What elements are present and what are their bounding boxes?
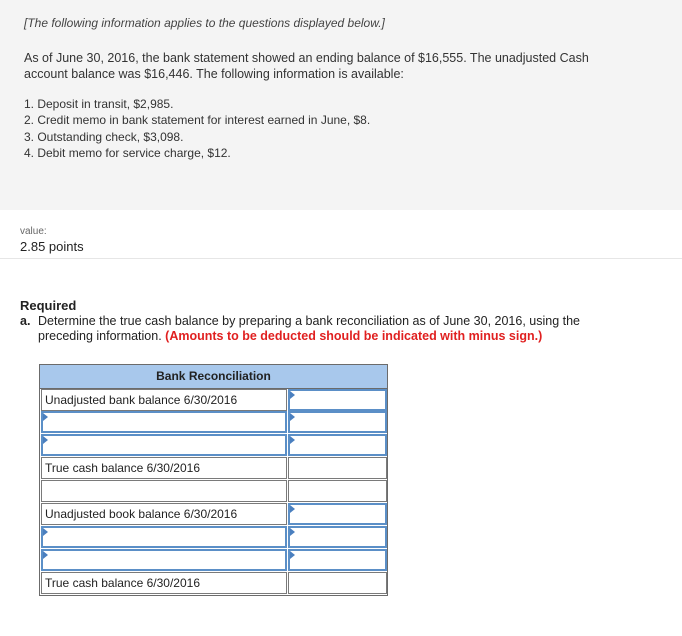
row-label: Unadjusted bank balance 6/30/2016 (41, 389, 287, 411)
list-item: 1. Deposit in transit, $2,985. (24, 97, 174, 111)
dropdown-marker-icon (290, 528, 295, 536)
table-row (40, 480, 387, 502)
list-item: 2. Credit memo in bank statement for interest earned in June, $8. (24, 113, 371, 128)
amount-input[interactable] (288, 434, 387, 456)
table-row (40, 503, 387, 525)
dropdown-marker-icon (290, 505, 295, 513)
dropdown-marker-icon (290, 551, 295, 559)
value-points: 2.85 points (20, 239, 84, 254)
row-label (41, 480, 287, 502)
required-title: Required (20, 298, 77, 313)
divider (0, 258, 682, 259)
info-list (24, 96, 370, 161)
required-letter: a. (20, 314, 31, 328)
amount-total[interactable] (288, 572, 387, 594)
amount-input[interactable] (288, 549, 387, 571)
amount-input[interactable] (288, 389, 387, 411)
amount-total[interactable] (288, 457, 387, 479)
required-note: (Amounts to be deducted should be indicated with minus sign.) (165, 329, 543, 343)
adjustment-select[interactable] (41, 526, 287, 548)
bank-reconciliation-table (39, 364, 388, 596)
table-row (40, 411, 387, 433)
amount-input[interactable] (288, 411, 387, 433)
dropdown-marker-icon (43, 413, 48, 421)
table-row (40, 526, 387, 548)
dropdown-marker-icon (290, 391, 295, 399)
amount-input[interactable] (288, 503, 387, 525)
amount-cell (288, 480, 387, 502)
dropdown-marker-icon (290, 436, 295, 444)
row-label: True cash balance 6/30/2016 (41, 572, 287, 594)
adjustment-select[interactable] (41, 411, 287, 433)
info-panel (0, 0, 682, 210)
table-row (40, 572, 387, 594)
row-label: Unadjusted book balance 6/30/2016 (41, 503, 287, 525)
table-row (40, 457, 387, 479)
adjustment-select[interactable] (41, 549, 287, 571)
required-text (38, 314, 638, 344)
table-row (40, 549, 387, 571)
dropdown-marker-icon (290, 413, 295, 421)
list-item: 4. Debit memo for service charge, $12. (24, 145, 231, 160)
table-row (40, 434, 387, 456)
row-label: True cash balance 6/30/2016 (41, 457, 287, 479)
required-instruction: Determine the true cash balance by preparing a bank reconciliation as of June 30, 2016, using the preceding information. (38, 314, 581, 343)
table-header: Bank Reconciliation (40, 365, 387, 389)
value-label: value: (20, 226, 47, 237)
dropdown-marker-icon (43, 436, 48, 444)
info-paragraph: As of June 30, 2016, the bank statement showed an ending balance of $16,555. The unadjusted Cash account balance was $16,446. The following information is available: (24, 51, 589, 81)
dropdown-marker-icon (43, 528, 48, 536)
table-row (40, 389, 387, 411)
amount-input[interactable] (288, 526, 387, 548)
adjustment-select[interactable] (41, 434, 287, 456)
info-intro: [The following information applies to the questions displayed below.] (24, 16, 385, 30)
dropdown-marker-icon (43, 551, 48, 559)
list-item: 3. Outstanding check, $3,098. (24, 129, 184, 144)
